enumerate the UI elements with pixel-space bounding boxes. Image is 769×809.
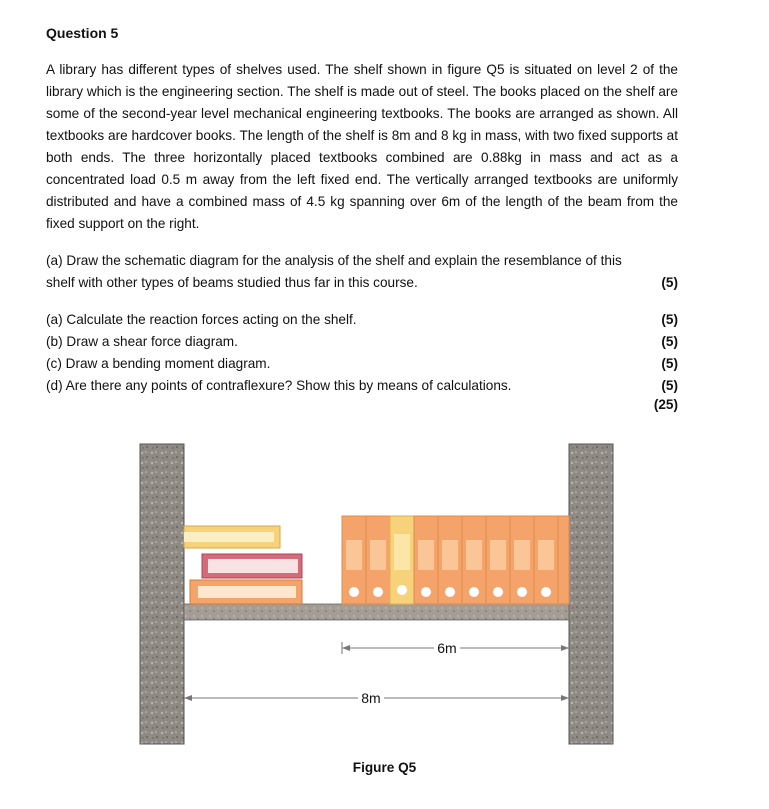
figure-q5 bbox=[120, 430, 640, 760]
shelf-beam bbox=[184, 604, 569, 620]
left-wall bbox=[140, 444, 184, 744]
horizontal-book-bottom-pages bbox=[198, 586, 296, 598]
part-marks: (5) bbox=[661, 378, 678, 393]
part-d-contraflexure bbox=[46, 375, 678, 397]
part-a-schematic-line2 bbox=[46, 272, 678, 294]
part-a-schematic-text1: (a) Draw the schematic diagram for the analysis of the shelf and explain the resemblance of this bbox=[46, 253, 622, 268]
horizontal-book-middle-pages bbox=[208, 559, 298, 573]
part-a-schematic-line1 bbox=[46, 250, 678, 272]
dimension-6m-label: 6m bbox=[437, 640, 457, 656]
figure-caption: Figure Q5 bbox=[352, 760, 417, 775]
part-marks: (5) bbox=[661, 356, 678, 371]
part-c-moment bbox=[46, 353, 678, 375]
part-a-reactions bbox=[46, 309, 678, 331]
part-marks: (5) bbox=[661, 312, 678, 327]
vertical-book bbox=[558, 516, 569, 604]
question-heading: Question 5 bbox=[46, 25, 119, 41]
part-a-schematic-marks: (5) bbox=[661, 275, 678, 290]
part-b-shear bbox=[46, 331, 678, 353]
total-marks: (25) bbox=[653, 397, 678, 412]
part-text: (c) Draw a bending moment diagram. bbox=[46, 356, 271, 371]
part-text: (d) Are there any points of contraflexure? Show this by means of calculations. bbox=[46, 378, 512, 393]
part-marks: (5) bbox=[661, 334, 678, 349]
part-a-schematic-text2: shelf with other types of beams studied thus far in this course. bbox=[46, 275, 418, 290]
part-text: (b) Draw a shear force diagram. bbox=[46, 334, 238, 349]
dimension-8m-label: 8m bbox=[361, 690, 381, 706]
horizontal-books bbox=[184, 526, 302, 604]
question-paragraph: A library has different types of shelves used. The shelf shown in figure Q5 is situated on level 2 of the library which is the engineering section. The shelf is made out of steel. The books placed on the shelf are some of the second-year level mechanical engineering textbooks. The books are arranged as shown. All textbooks are hardcover books. The length of the shelf is 8m and 8 kg in mass, with two fixed supports at both ends. The three horizontally placed textbooks combined are 0.88kg in mass and act as a concentrated load 0.5 m away from the left fixed end. The vertically arranged textbooks are uniformly distributed and have a combined mass of 4.5 kg spanning over 6m of the length of the beam from the fixed support on the right. bbox=[46, 62, 678, 231]
right-wall bbox=[569, 444, 613, 744]
part-text: (a) Calculate the reaction forces acting on the shelf. bbox=[46, 312, 357, 327]
horizontal-book-top-pages bbox=[184, 532, 274, 542]
vertical-books bbox=[342, 516, 569, 604]
